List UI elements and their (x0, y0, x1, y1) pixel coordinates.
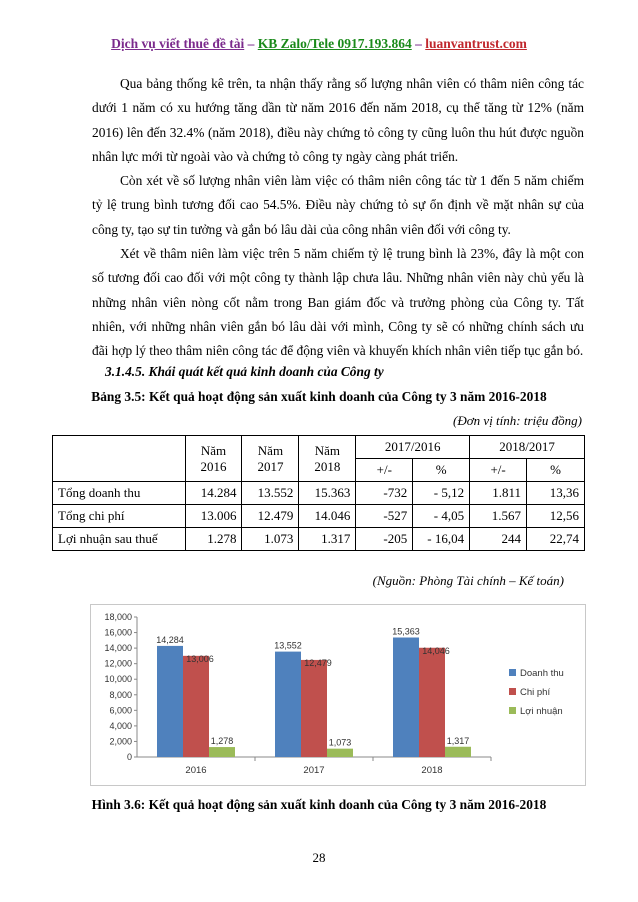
header-separator: – (244, 36, 258, 51)
table-cell: - 16,04 (413, 528, 470, 551)
table-row (53, 482, 585, 505)
table-header-row (53, 436, 585, 459)
table-cell: 1.073 (242, 528, 299, 551)
section-heading: 3.1.4.5. Khái quát kết quả kinh doanh của Công ty (105, 364, 384, 379)
paragraph: Còn xét về số lượng nhân viên làm việc có thâm niên công tác từ 1 đến 5 năm chiếm tỷ lệ trung bình tương đối cao 54.5%. Điều này chứng tỏ sự ổn định về mặt nhân sự của công ty, tạo sự tin tưởng và gắn bó lâu dài của công nhân viên đối với công ty. (92, 173, 584, 237)
legend-swatch (509, 707, 516, 714)
table-cell: 1.567 (470, 505, 527, 528)
row-label: Tổng chi phí (53, 505, 186, 528)
header-separator: – (411, 36, 426, 51)
table-cell: 13.006 (185, 505, 242, 528)
table-cell: 1.317 (299, 528, 356, 551)
bar-chart (90, 604, 586, 786)
y-tick-label: 12,000 (104, 658, 132, 669)
bar-doanh-thu (157, 646, 183, 757)
table-cell: 13.552 (242, 482, 299, 505)
table-cell: -205 (356, 528, 413, 551)
bar-chi-phí (183, 656, 209, 757)
y-tick-label: 0 (126, 752, 132, 762)
bar-chi-phí (419, 648, 445, 757)
legend-swatch (509, 688, 516, 695)
bar-doanh-thu (275, 652, 301, 757)
bar-lợi-nhuận (327, 749, 353, 757)
table-header-year: Năm 2018 (299, 436, 356, 482)
data-label: 14,284 (156, 634, 184, 645)
unit-note: (Đơn vị tính: triệu đồng) (453, 413, 582, 428)
y-tick-label: 8,000 (109, 689, 132, 700)
paragraph: Qua bảng thống kê trên, ta nhận thấy rằng số lượng nhân viên có thâm niên công tác dưới 1 năm có xu hướng tăng dần từ năm 2016 đến năm 2018, cụ thể tăng từ 12% (năm 2016) lên đến 32.4% (năm 2018), điều này chứng tỏ công ty cũng luôn thu hút được nguồn nhân lực mới từ ngoài vào và chứng tỏ công ty ngày càng phát triển. (92, 76, 584, 164)
table-header-year: Năm 2016 (185, 436, 242, 482)
table-header-diff: +/- (356, 459, 413, 482)
body-text (92, 72, 584, 364)
table-header-pct: % (527, 459, 585, 482)
legend-label: Chi phí (520, 687, 551, 698)
table-cell: 22,74 (527, 528, 585, 551)
financial-table (52, 435, 585, 551)
data-label: 14,046 (422, 645, 450, 656)
row-label: Lợi nhuận sau thuế (53, 528, 186, 551)
y-tick-label: 10,000 (104, 674, 132, 685)
table-cell: 14.284 (185, 482, 242, 505)
table-cell: -527 (356, 505, 413, 528)
data-label: 13,552 (274, 640, 302, 651)
figure-caption: Hình 3.6: Kết quả hoạt động sản xuất kinh doanh của Công ty 3 năm 2016-2018 (91, 797, 547, 812)
data-label: 12,479 (304, 657, 332, 668)
y-tick-label: 14,000 (104, 643, 132, 654)
data-label: 15,363 (392, 626, 420, 637)
legend-swatch (509, 669, 516, 676)
header-contact-link[interactable]: KB Zalo/Tele 0917.193.864 (257, 36, 412, 51)
bar-lợi-nhuận (445, 747, 471, 757)
table-header-diff: +/- (470, 459, 527, 482)
header-website-link[interactable]: luanvantrust.com (425, 36, 527, 51)
data-label: 1,073 (328, 737, 352, 748)
table-cell: 1.811 (470, 482, 527, 505)
data-label: 1,317 (446, 735, 470, 746)
table-header-pct: % (413, 459, 470, 482)
page-header (0, 36, 638, 52)
table-header-empty (53, 436, 186, 482)
table-header-compare: 2018/2017 (470, 436, 585, 459)
y-tick-label: 18,000 (104, 612, 132, 622)
table-cell: 244 (470, 528, 527, 551)
table-cell: - 4,05 (413, 505, 470, 528)
row-label: Tổng doanh thu (53, 482, 186, 505)
table-caption: Bảng 3.5: Kết quả hoạt động sản xuất kinh doanh của Công ty 3 năm 2016-2018 (91, 389, 547, 404)
bar-chi-phí (301, 660, 327, 757)
page-number: 28 (312, 850, 326, 865)
x-tick-label: 2018 (421, 765, 443, 776)
bar-doanh-thu (393, 638, 419, 757)
data-label: 1,278 (210, 736, 234, 747)
data-label: 13,006 (186, 653, 214, 664)
table-cell: 1.278 (185, 528, 242, 551)
bar-chart-svg (91, 605, 585, 785)
table-row (53, 505, 585, 528)
table-header-compare: 2017/2016 (356, 436, 470, 459)
y-tick-label: 16,000 (104, 627, 132, 638)
table-cell: 13,36 (527, 482, 585, 505)
x-tick-label: 2016 (185, 765, 207, 776)
bar-lợi-nhuận (209, 747, 235, 757)
y-tick-label: 4,000 (109, 720, 132, 731)
table-row (53, 528, 585, 551)
table-cell: - 5,12 (413, 482, 470, 505)
table-cell: 14.046 (299, 505, 356, 528)
table-cell: 12,56 (527, 505, 585, 528)
table-cell: 12.479 (242, 505, 299, 528)
x-tick-label: 2017 (303, 765, 325, 776)
legend-label: Doanh thu (520, 668, 564, 679)
y-tick-label: 6,000 (109, 705, 132, 716)
table-cell: 15.363 (299, 482, 356, 505)
table-cell: -732 (356, 482, 413, 505)
legend-label: Lợi nhuận (520, 706, 563, 717)
paragraph: Xét về thâm niên làm việc trên 5 năm chiếm tỷ lệ trung bình là 23%, đây là một con số tương đối cao đối với một công ty thành lập chưa lâu. Những nhân viên này chủ yếu là những nhân viên nòng cốt nằm trong Ban giám đốc và trưởng phòng của Công ty. Tất nhiên, với những nhân viên gắn bó lâu dài với mình, Công ty sẽ có những chính sách ưu đãi hợp lý theo thâm niên công tác để động viên và khuyến khích nhân viên tiếp tục gắn bó. (92, 246, 584, 359)
y-tick-label: 2,000 (109, 736, 132, 747)
source-note: (Nguồn: Phòng Tài chính – Kế toán) (372, 573, 564, 588)
header-service-text: Dịch vụ viết thuê đề tài (111, 36, 245, 51)
table-header-year: Năm 2017 (242, 436, 299, 482)
